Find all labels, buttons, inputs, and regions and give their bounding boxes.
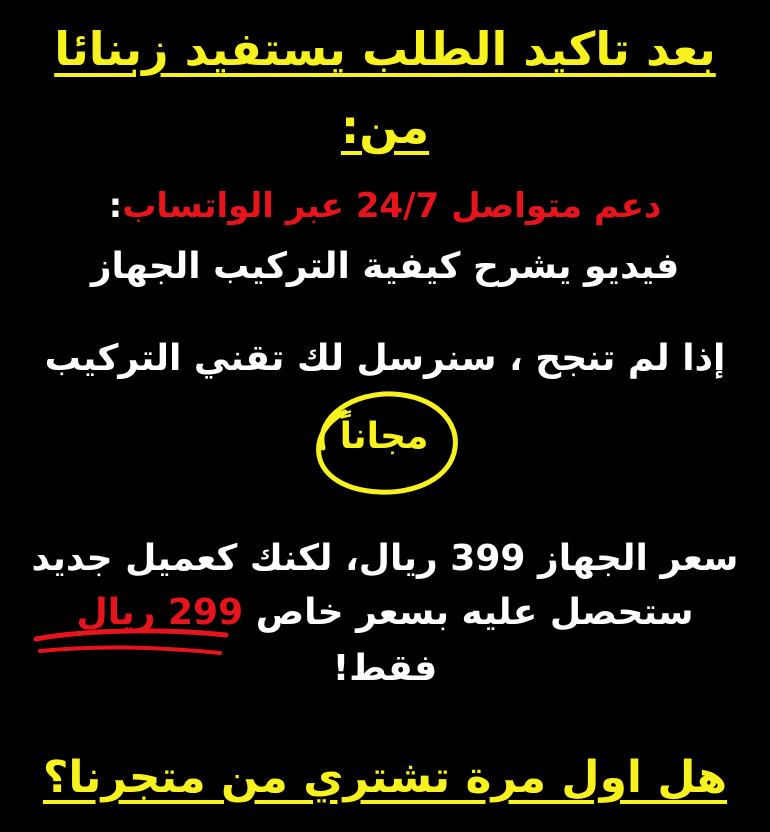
support-text: دعم متواصل 24/7 عبر الواتساب (122, 186, 662, 226)
headline-line-2: من: (340, 100, 430, 154)
special-price: 299 ريال (76, 592, 244, 633)
question-line: هل اول مرة تشتري من متجرنا؟ (42, 752, 728, 803)
support-line (0, 186, 770, 226)
video-line: فيديو يشرح كيفية التركيب الجهاز (90, 246, 680, 287)
free-label: مجاناً (339, 416, 429, 457)
free-badge (305, 386, 463, 500)
support-colon: : (108, 186, 123, 226)
price-line-1: سعر الجهاز 399 ريال، لكنك كعميل جديد (31, 538, 739, 579)
technician-line: إذا لم تنجح ، سنرسل لك تقني التركيب (44, 338, 726, 379)
price-line-2-prefix: ستحصل عليه بسعر خاص (255, 592, 694, 633)
price-line-3: فقط! (332, 648, 438, 689)
headline-line-1: بعد تاكيد الطلب يستفيد زبنائا (54, 22, 716, 76)
